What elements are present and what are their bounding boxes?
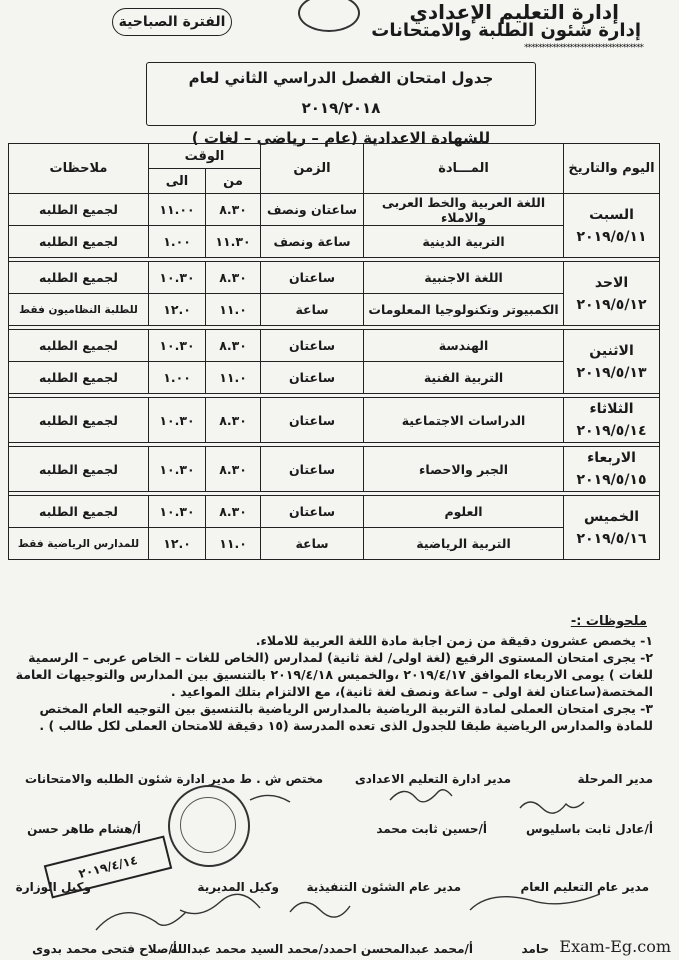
duration-cell: ساعة ونصف [261, 226, 364, 258]
to-cell: ١٢.٠ [149, 528, 206, 560]
subject-cell: التربية الدينية [364, 226, 564, 258]
signature-title: مدير عام الشئون التنفيذية [306, 880, 461, 894]
duration-cell: ساعتان [261, 496, 364, 528]
from-cell: ١١.٠ [206, 528, 261, 560]
note-item: ٢- يجرى امتحان المستوى الرفيع (لغة اولى/ لغة ثانية) لمدارس (الخاص للغات – الخاص عربى – الرسمية للغات ) يومى الاربعاء الموافق ٢٠١٩/٤/١٧ ،والخميس ٢٠١٩/٤/١٨ بالتنسيق بين المدارس والتوجيهات العامة المختصة(ساعتان لغة اولى – ساعة ونصف لغة ثانية)، مع الالتزام بتلك المواعيد . [15, 650, 653, 699]
notes-heading: ملحوظات :- [570, 614, 647, 629]
signature-title: مختص ش . ط مدير ادارة شئون الطلبه والامتحانات [25, 772, 323, 786]
day-date: ٢٠١٩/٥/١٢ [576, 296, 647, 313]
duration-cell: ساعة [261, 528, 364, 560]
from-cell: ١١.٠ [206, 294, 261, 326]
from-cell: ٨.٣٠ [206, 194, 261, 226]
subject-cell: الدراسات الاجتماعية [364, 398, 564, 443]
signature-name: أ/حسين ثابت محمد [376, 822, 487, 836]
note-item: ١- يخصص عشرون دقيقة من زمن اجابة مادة اللغة العربية للاملاء. [255, 633, 653, 648]
title-line-1: جدول امتحان الفصل الدراسي الثاني لعام ٢٠١٩/٢٠١٨ [188, 69, 494, 117]
note-item: ٣- يجرى امتحان العملى لمادة التربية الرياضية بالمدارس الرياضية بالتنسيق بين التوجيه العام المختص للمادة والمدارس الرياضية طبقا للجدول الذى تعده المدرسة (١٥ دقيقة للامتحان العملى لكل طالب ) . [39, 701, 653, 733]
header-from: من [206, 169, 261, 194]
title-line-2: للشهادة الاعدادية (عام – رياضى – لغات ) [191, 129, 491, 147]
from-cell: ٨.٣٠ [206, 330, 261, 362]
watermark: Exam-Eg.com [559, 937, 671, 956]
duration-cell: ساعتان [261, 398, 364, 443]
duration-cell: ساعتان [261, 330, 364, 362]
subject-cell: اللغة الاجنبية [364, 262, 564, 294]
header-subject: المـــادة [364, 144, 564, 194]
duration-cell: ساعتان [261, 362, 364, 394]
duration-cell: ساعتان [261, 262, 364, 294]
note-cell: لجميع الطلبه [9, 447, 149, 492]
header-to: الى [149, 169, 206, 194]
to-cell: ١٠.٣٠ [149, 330, 206, 362]
to-cell: ١.٠٠ [149, 362, 206, 394]
subject-cell: الكمبيوتر وتكنولوجيا المعلومات [364, 294, 564, 326]
day-date: ٢٠١٩/٥/١٥ [576, 472, 647, 488]
signature-title: مدير المرحلة [577, 772, 653, 786]
note-cell: لجميع الطلبه [9, 330, 149, 362]
signature-name: أ/محمد عبدالمحسن احمد [329, 942, 473, 956]
header-notes: ملاحظات [9, 144, 149, 194]
duration-cell: ساعتان ونصف [261, 194, 364, 226]
period-label: الفترة الصباحية [112, 8, 232, 36]
from-cell: ١١.٠ [206, 362, 261, 394]
subject-cell: التربية الرياضية [364, 528, 564, 560]
note-cell: لجميع الطلبه [9, 496, 149, 528]
subject-cell: العلوم [364, 496, 564, 528]
day-name: الاربعاء [587, 450, 636, 466]
note-cell: لجميع الطلبه [9, 398, 149, 443]
signature-title: مدير ادارة التعليم الاعدادى [354, 772, 511, 786]
day-date: ٢٠١٩/٥/١٦ [576, 530, 647, 547]
note-cell: لجميع الطلبه [9, 262, 149, 294]
day-date: ٢٠١٩/٥/١٣ [576, 364, 647, 381]
signature-name: حامد [521, 942, 549, 956]
from-cell: ١١.٣٠ [206, 226, 261, 258]
day-name: الثلاثاء [589, 401, 634, 417]
header-directorate: إدارة التعليم الإعدادي [409, 0, 619, 24]
day-date: ٢٠١٩/٥/١٤ [576, 423, 647, 439]
from-cell: ٨.٣٠ [206, 262, 261, 294]
subject-cell: التربية الفنية [364, 362, 564, 394]
subject-cell: اللغة العربية والخط العربى والاملاء [364, 194, 564, 226]
from-cell: ٨.٣٠ [206, 447, 261, 492]
signature-name: أ/صلاح فتحى محمد بدوى [32, 942, 177, 956]
signature-title: وكيل المديرية [197, 880, 279, 894]
note-cell: لجميع الطلبه [9, 226, 149, 258]
to-cell: ١٢.٠ [149, 294, 206, 326]
note-cell: لجميع الطلبه [9, 194, 149, 226]
day-name: الخميس [583, 508, 640, 525]
to-cell: ١٠.٣٠ [149, 496, 206, 528]
to-cell: ١٠.٣٠ [149, 262, 206, 294]
from-cell: ٨.٣٠ [206, 398, 261, 443]
date-stamp: ٢٠١٩/٤/١٤ [44, 836, 173, 899]
header-time: الوقت [149, 144, 261, 169]
signature-name: د/محمد السيد محمد عبدالله [170, 942, 329, 956]
day-name: السبت [589, 206, 634, 223]
signature-title: وكيل الوزارة [15, 880, 91, 894]
day-name: الاثنين [589, 342, 634, 359]
to-cell: ١.٠٠ [149, 226, 206, 258]
note-cell: لجميع الطلبه [9, 362, 149, 394]
note-cell: للطلبة النظاميون فقط [9, 294, 149, 326]
note-cell: للمدارس الرياضية فقط [9, 528, 149, 560]
from-cell: ٨.٣٠ [206, 496, 261, 528]
duration-cell: ساعة [261, 294, 364, 326]
subject-cell: الجبر والاحصاء [364, 447, 564, 492]
signature-title: مدير عام التعليم العام [520, 880, 649, 894]
to-cell: ١٠.٣٠ [149, 447, 206, 492]
header-department: إدارة شئون الطلبة والامتحانات [371, 20, 641, 41]
day-date: ٢٠١٩/٥/١١ [576, 228, 647, 245]
signature-name: أ/عادل ثابت باسليوس [525, 822, 653, 836]
header-day: اليوم والتاريخ [564, 144, 660, 194]
subject-cell: الهندسة [364, 330, 564, 362]
header-stars: ********************************** [524, 43, 643, 53]
to-cell: ١٠.٣٠ [149, 398, 206, 443]
signature-name: أ/هشام طاهر حسن [27, 822, 141, 836]
header-duration: الزمن [261, 144, 364, 194]
day-name: الاحد [594, 274, 629, 291]
to-cell: ١١.٠٠ [149, 194, 206, 226]
duration-cell: ساعتان [261, 447, 364, 492]
